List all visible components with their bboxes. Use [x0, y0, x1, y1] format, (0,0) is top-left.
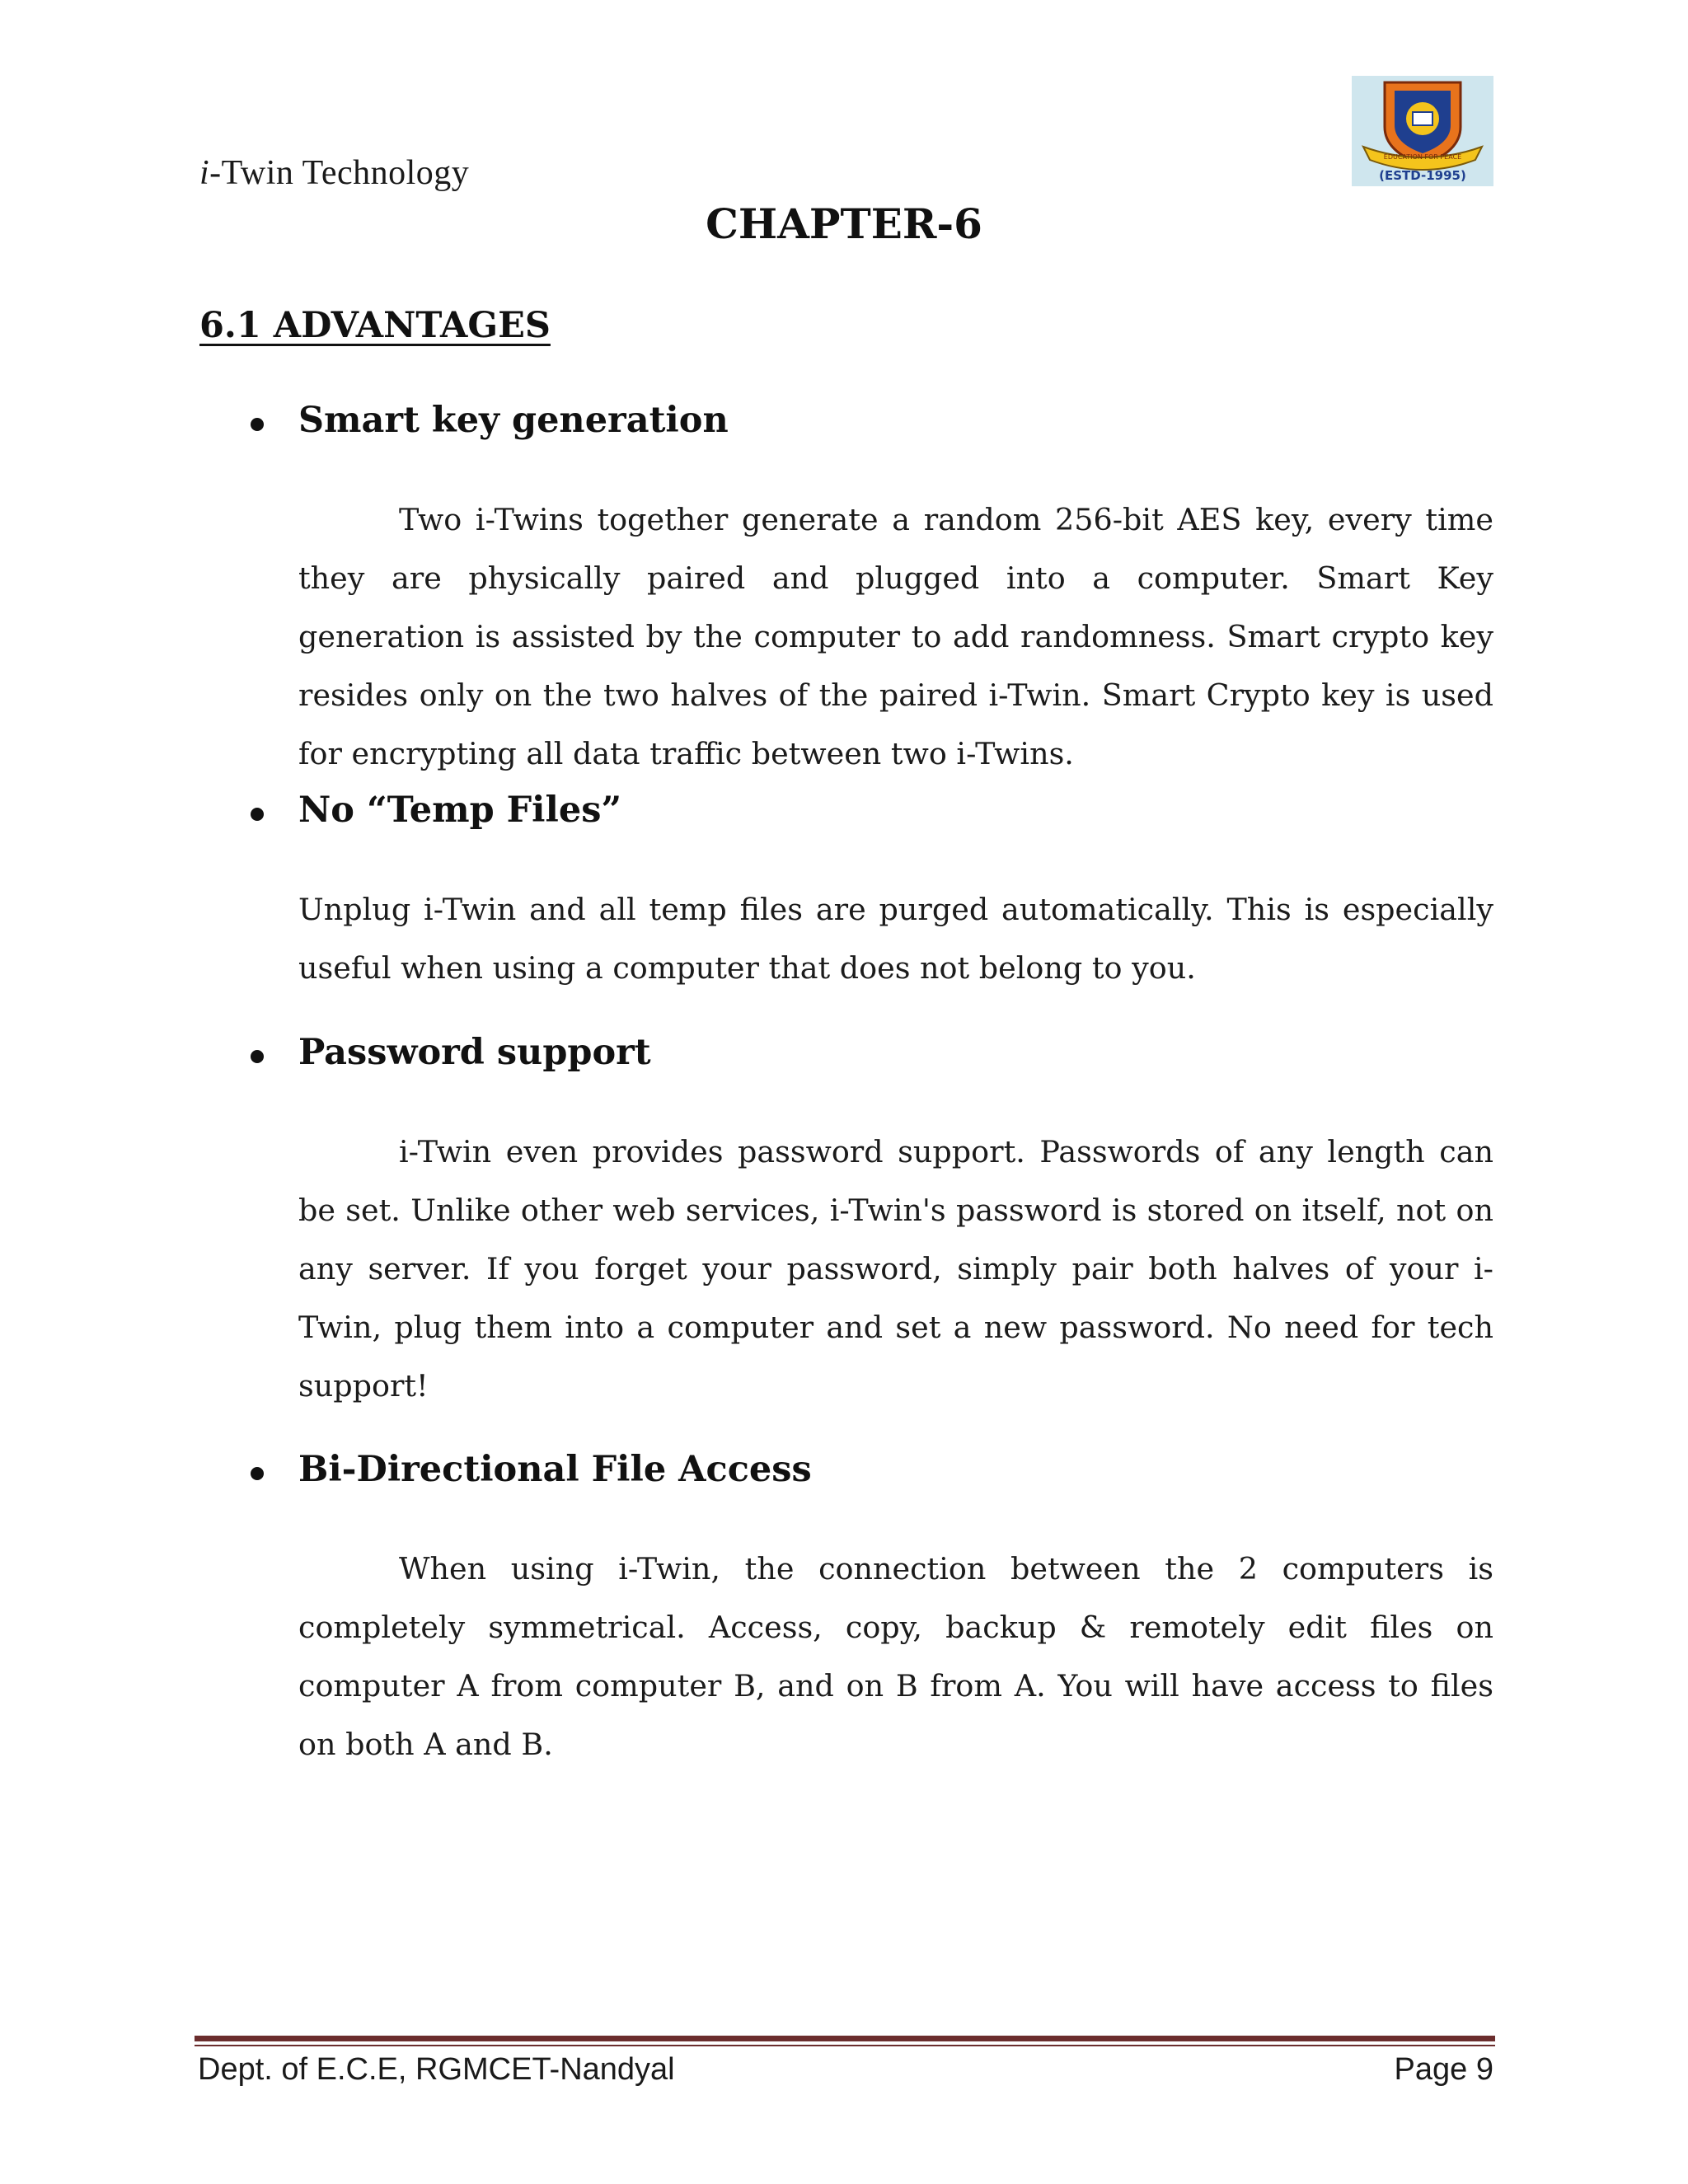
bullet-row [199, 1032, 1493, 1081]
logo-estd-text: (ESTD-1995) [1379, 168, 1466, 183]
bullet-row [199, 790, 1493, 839]
footer-department: Dept. of E.C.E, RGMCET-Nandyal [198, 2052, 675, 2087]
logo-banner-text: EDUCATION FOR PEACE [1383, 153, 1462, 161]
bullet-title: No “Temp Files” [298, 790, 622, 831]
bullet-title: Bi-Directional File Access [298, 1449, 812, 1490]
item-paragraph: When using i-Twin, the connection between the 2 computers is completely symmetrical. Access, copy, backup & remotely edit files on computer A from computer B, and on B from A. You will have access to files on both A and B. [298, 1551, 1493, 1762]
running-header [199, 153, 469, 193]
header-title-prefix: i [199, 154, 210, 192]
advantage-item-smart-key [199, 400, 1493, 813]
bullet-row [199, 1449, 1493, 1498]
item-paragraph: Unplug i-Twin and all temp files are purged automatically. This is especially useful when using a computer that does not belong to you. [298, 892, 1493, 986]
college-logo [1352, 76, 1493, 186]
section-heading: 6.1 ADVANTAGES [199, 305, 551, 346]
footer-page-number: Page 9 [1394, 2052, 1493, 2087]
bullet-title: Smart key generation [298, 400, 729, 441]
chapter-title: CHAPTER-6 [706, 199, 982, 248]
advantage-item-password [199, 1032, 1493, 1446]
bullet-icon [251, 418, 264, 431]
advantage-item-temp-files [199, 790, 1493, 1028]
bullet-row [199, 400, 1493, 449]
advantage-item-bidirectional [199, 1449, 1493, 1804]
header-title-rest: -Twin Technology [209, 154, 470, 192]
bullet-icon [251, 1467, 264, 1480]
item-paragraph: Two i-Twins together generate a random 256-bit AES key, every time they are physically paired and plugged into a computer. Smart Key generation is assisted by the computer to add randomness. Smart crypto key resides only on the two halves of the paired i-Twin. Smart Crypto key is used for encrypting all data traffic between two i-Twins. [298, 502, 1493, 771]
bullet-icon [251, 1050, 264, 1063]
footer-rule-thin [195, 2045, 1495, 2046]
footer-rule [195, 2036, 1495, 2041]
bullet-title: Password support [298, 1032, 651, 1073]
bullet-icon [251, 808, 264, 821]
item-paragraph: i-Twin even provides password support. Passwords of any length can be set. Unlike other web services, i-Twin's password is stored on itself, not on any server. If you forget your password, simply pair both halves of your i-Twin, plug them into a computer and set a new password. No need for tech support! [298, 1134, 1493, 1404]
